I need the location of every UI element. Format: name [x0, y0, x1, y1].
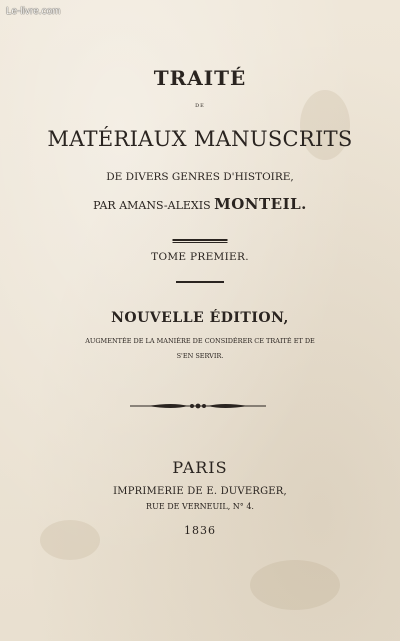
- imprint-printer: IMPRIMERIE DE E. DUVERGER,: [113, 486, 287, 497]
- title-connector: DE: [195, 103, 205, 109]
- author-surname: MONTEIL.: [214, 195, 307, 213]
- imprint-city: PARIS: [172, 458, 228, 477]
- rule-top: [173, 239, 228, 241]
- paper-stain: [250, 560, 340, 610]
- main-title: MATÉRIAUX MANUSCRITS: [47, 127, 353, 151]
- author-line: [0, 195, 400, 213]
- ornament-rule: [128, 400, 268, 412]
- volume-label: TOME PREMIER.: [151, 251, 249, 263]
- watermark: Le-livre.com: [6, 6, 61, 17]
- augmentation-line-2: S'EN SERVIR.: [176, 352, 224, 360]
- edition-label: NOUVELLE ÉDITION,: [111, 310, 289, 326]
- imprint-year: 1836: [184, 524, 216, 537]
- subtitle: DE DIVERS GENRES D'HISTOIRE,: [106, 171, 294, 183]
- author-prefix: PAR AMANS-ALEXIS: [93, 199, 211, 212]
- rule-top-thin: [173, 242, 228, 243]
- book-title: TRAITÉ: [153, 66, 247, 90]
- imprint-street: RUE DE VERNEUIL, N° 4.: [146, 502, 254, 511]
- rule-bottom: [176, 281, 224, 283]
- augmentation-line-1: AUGMENTÉE DE LA MANIÈRE DE CONSIDÉRER CE TRAITÉ ET DE: [85, 337, 315, 345]
